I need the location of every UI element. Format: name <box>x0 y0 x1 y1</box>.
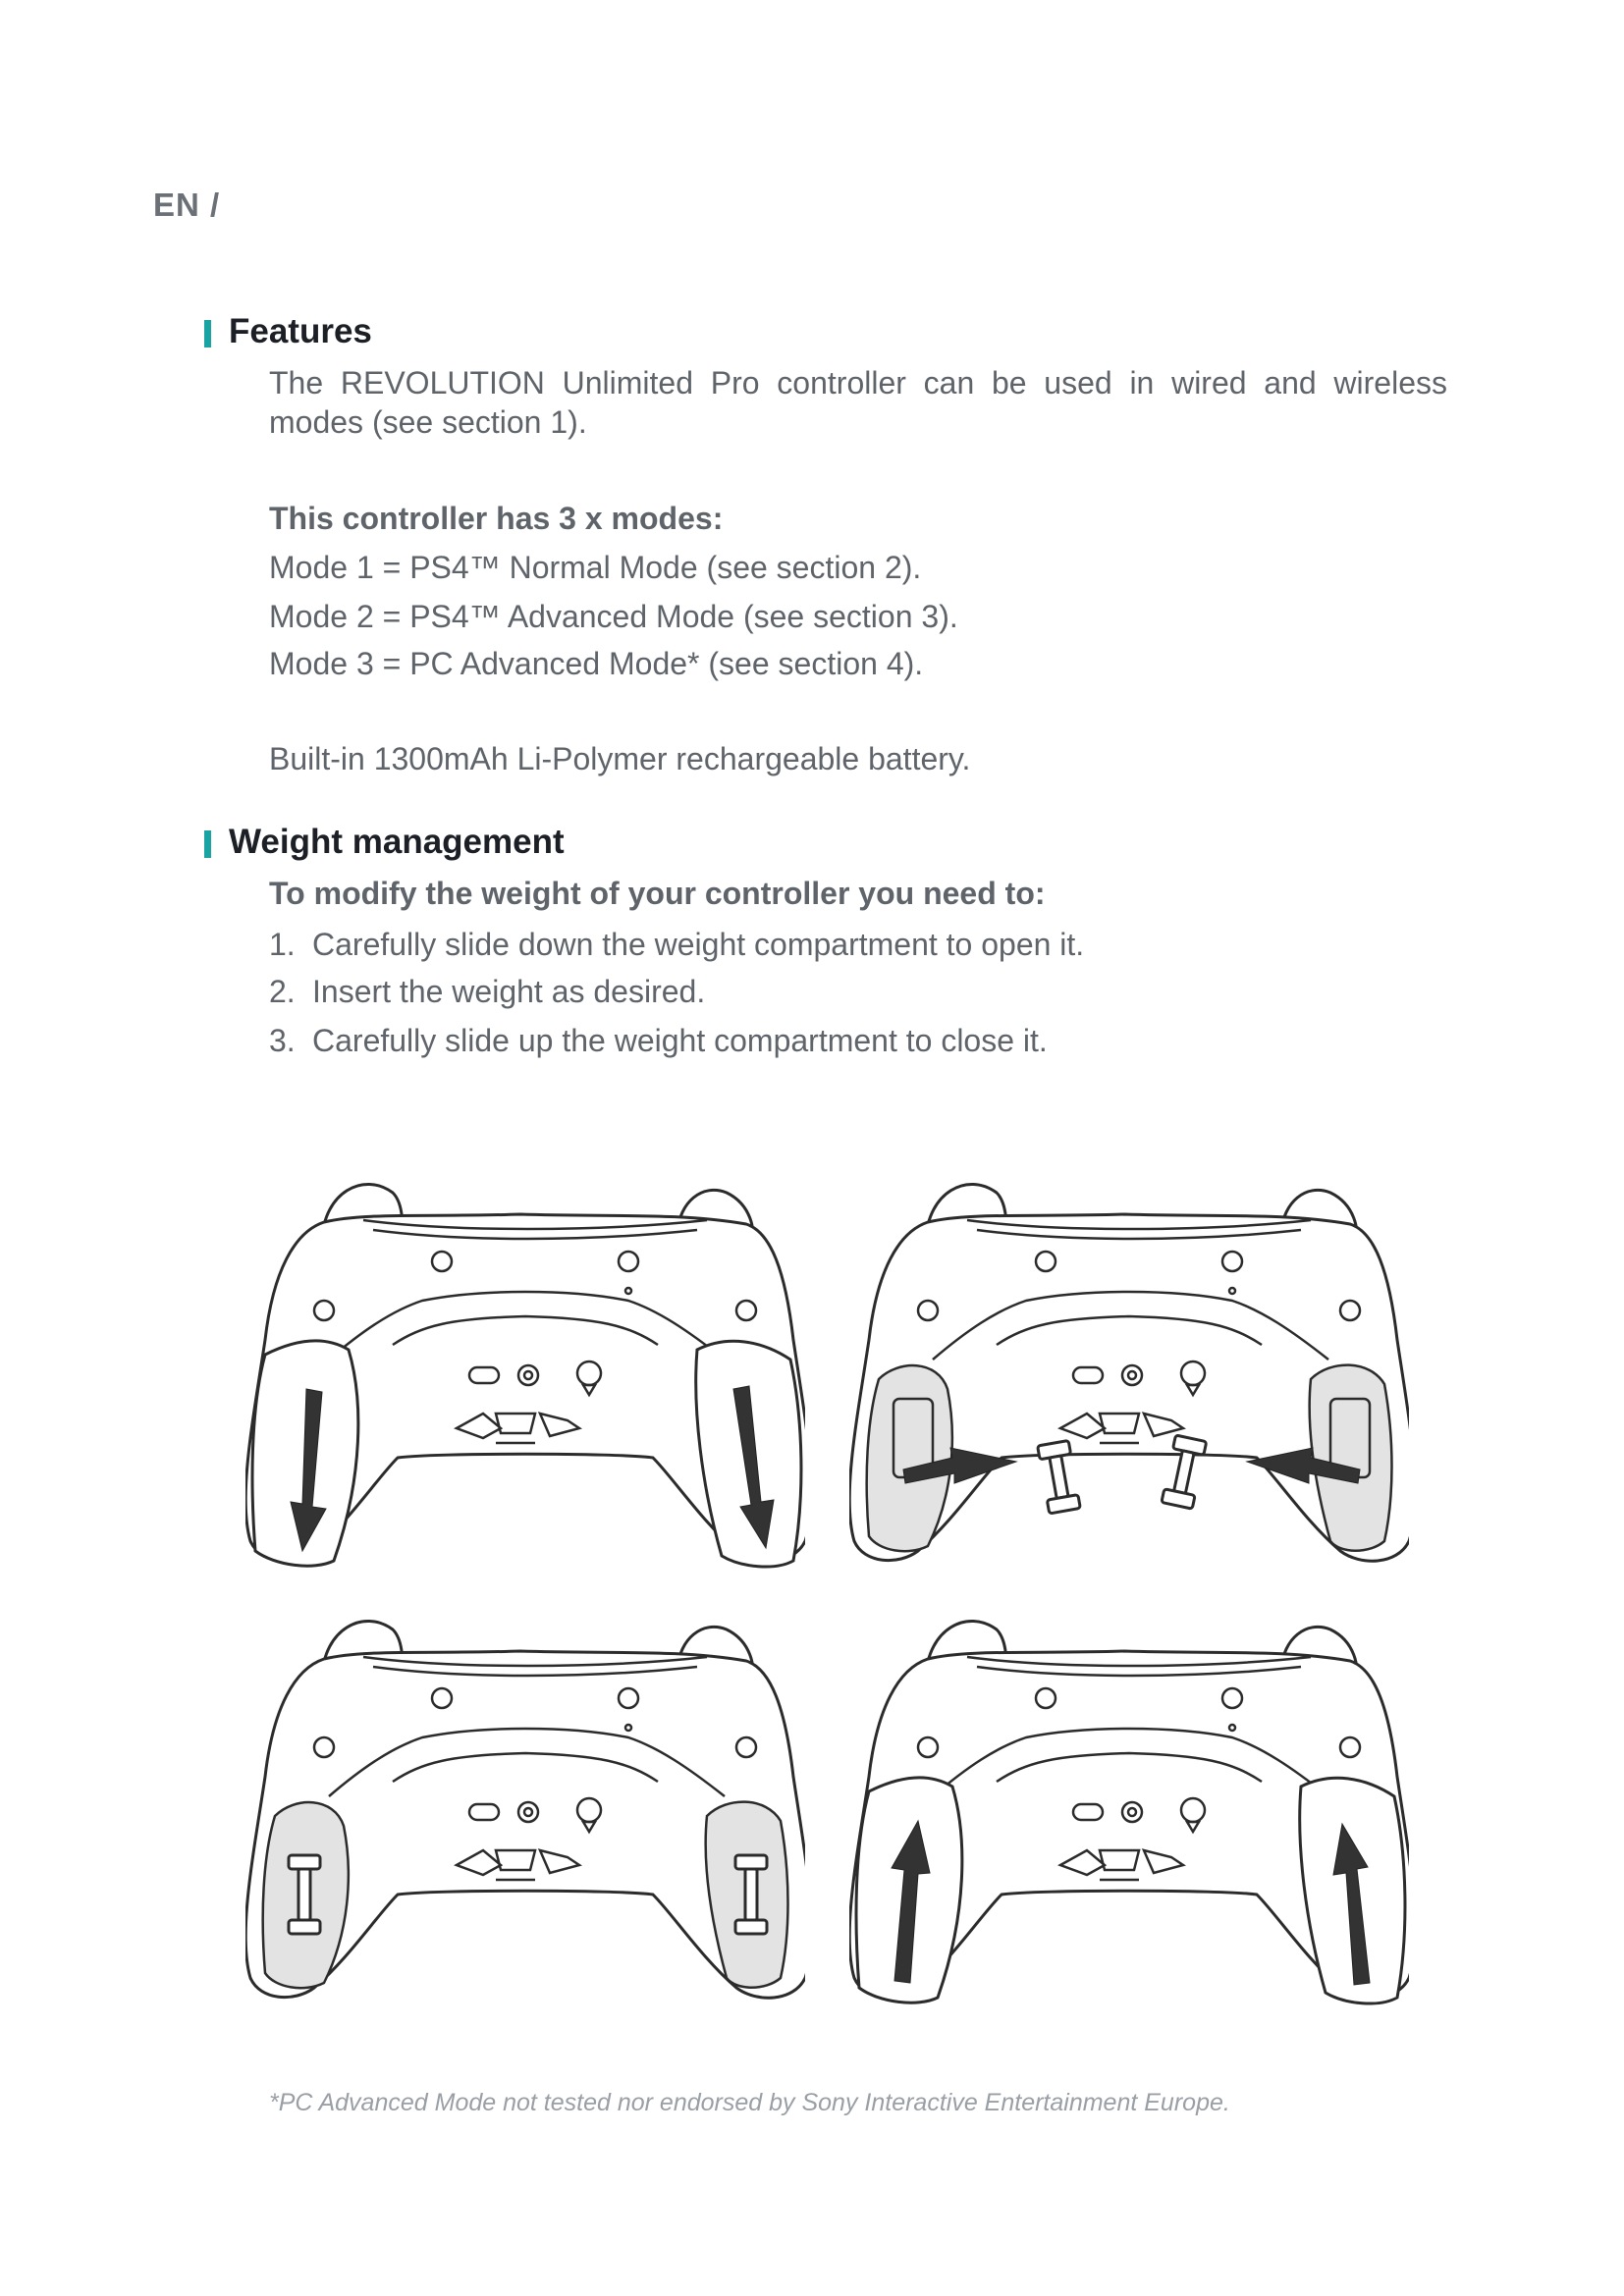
language-label: EN / <box>153 187 221 223</box>
controller-insert-weights <box>849 1163 1409 1585</box>
step-item <box>269 927 1084 963</box>
step-text: Carefully slide down the weight compartment to open it. <box>312 927 1085 962</box>
heading-accent-bar <box>204 320 211 347</box>
mode-item: Mode 3 = PC Advanced Mode* (see section 4). <box>269 646 924 681</box>
step-number: 1. <box>269 927 296 962</box>
modes-heading: This controller has 3 x modes: <box>269 501 724 536</box>
step-number: 3. <box>269 1023 296 1058</box>
weight-subheading: To modify the weight of your controller you need to: <box>269 876 1046 911</box>
features-intro: The REVOLUTION Unlimited Pro controller can be used in wired and wireless modes (see section 1). <box>269 365 1447 440</box>
step-number: 2. <box>269 974 296 1009</box>
weight-heading <box>229 823 565 862</box>
footnote: *PC Advanced Mode not tested nor endorsed by Sony Interactive Entertainment Europe. <box>269 2089 1230 2116</box>
features-heading <box>229 312 372 351</box>
step-text: Carefully slide up the weight compartment to close it. <box>312 1023 1048 1058</box>
controller-close-arrows-up <box>849 1600 1409 2022</box>
mode-item: Mode 2 = PS4™ Advanced Mode (see section 3). <box>269 599 958 634</box>
step-item <box>269 974 705 1010</box>
step-item <box>269 1023 1048 1059</box>
battery-info: Built-in 1300mAh Li-Polymer rechargeable battery. <box>269 741 971 776</box>
step-text: Insert the weight as desired. <box>312 974 706 1009</box>
features-title: Features <box>229 312 372 350</box>
mode-item: Mode 1 = PS4™ Normal Mode (see section 2). <box>269 550 922 585</box>
weight-title: Weight management <box>229 823 565 861</box>
controller-weights-in-place <box>245 1600 805 2022</box>
controller-open-arrows-down <box>245 1163 805 1585</box>
heading-accent-bar <box>204 830 211 858</box>
